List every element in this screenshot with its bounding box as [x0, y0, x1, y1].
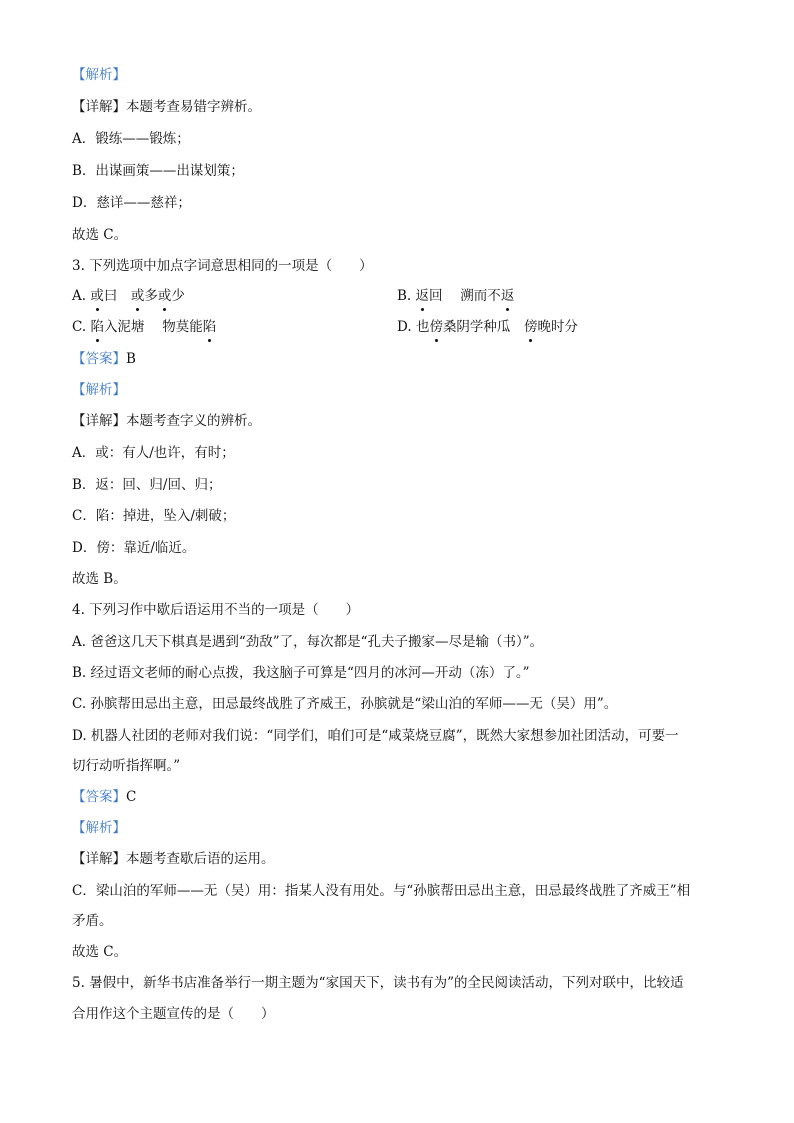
dotted-char: 或 — [157, 288, 172, 304]
dotted-char: 陷 — [202, 319, 217, 335]
question-5: 5. 暑假中，新华书店准备举行一期主题为“家国天下，读书有为”的全民阅读活动，下列对联中，比较适 — [72, 975, 684, 991]
option-3b — [397, 286, 514, 306]
option-4a: A. 爸爸这几天下棋真是遇到“劲敌”了，每次都是“孔夫子搬家—尽是输（书）”。 — [72, 634, 544, 650]
option-4d-cont: 切行动听指挥啊。” — [72, 758, 181, 774]
answer-4 — [72, 787, 136, 807]
option-text: 桑阴学种瓜 — [442, 319, 511, 335]
option-4d: D. 机器人社团的老师对我们说：“同学们，咱们可是“咸菜烧豆腐”，既然大家想参加社团活动，可要一 — [72, 728, 679, 744]
option-gap — [510, 319, 524, 335]
line-q2-b: B．出谋画策——出谋划策； — [72, 163, 244, 179]
option-text: 曰 — [103, 288, 118, 304]
line-q3-answer: 故选 B。 — [72, 571, 127, 587]
question-3: 3. 下列选项中加点字词意思相同的一项是（ ） — [72, 258, 373, 274]
line-q4-c: C．梁山泊的军师——无（吴）用：指某人没有用处。与“孙膑帮田忌出主意，田忌最终战胜了齐威王”相 — [72, 883, 691, 899]
line-q2-answer: 故选 C。 — [72, 227, 128, 243]
question-5-cont: 合用作这个主题宣传的是（ ） — [72, 1006, 275, 1022]
line-q4-answer: 故选 C。 — [72, 944, 128, 960]
option-label: B. — [397, 288, 416, 304]
dotted-char: 或 — [90, 288, 104, 304]
option-label: C. — [72, 319, 91, 335]
question-4: 4. 下列习作中歇后语运用不当的一项是（ ） — [72, 602, 360, 618]
option-label: D. — [397, 319, 416, 335]
option-text: 晚时分 — [537, 319, 578, 335]
line-q2-a: A．锻练——锻炼； — [72, 131, 190, 147]
answer-value: C — [126, 789, 137, 805]
option-gap — [117, 288, 131, 304]
dotted-char: 或 — [130, 288, 145, 304]
option-gap: 溯而不 — [442, 288, 501, 304]
dotted-char: 陷 — [90, 319, 104, 335]
line-q4-c-cont: 矛盾。 — [72, 913, 113, 929]
option-label: A. — [72, 288, 91, 304]
line-xiangjie-1: 【详解】本题考查易错字辨析。 — [72, 99, 261, 115]
option-text: 多 — [144, 288, 158, 304]
dotted-char: 傍 — [523, 319, 538, 335]
option-4c: C. 孙膑帮田忌出主意，田忌最终战胜了齐威王，孙膑就是“梁山泊的军师——无（吴）用”。 — [72, 696, 618, 712]
option-3a — [72, 286, 185, 306]
option-3c — [72, 317, 216, 337]
line-q3-a: A．或：有人/也许，有时； — [72, 445, 235, 461]
option-4b: B. 经过语文老师的耐心点拨，我这脑子可算是“四月的冰河—开动（冻）了。” — [72, 665, 530, 681]
option-gap: 物莫能 — [144, 319, 203, 335]
option-text: 入泥塘 — [103, 319, 145, 335]
option-3d — [397, 317, 578, 337]
line-xiangjie-2: 【详解】本题考查字义的辨析。 — [72, 413, 261, 429]
answer-tag: 【答案】 — [72, 789, 126, 805]
option-text: 回 — [429, 288, 443, 304]
line-q3-c: C．陷：掉进，坠入/刺破； — [72, 508, 236, 524]
dotted-char: 返 — [415, 288, 430, 304]
line-jiexi-1: 【解析】 — [72, 67, 126, 83]
option-text: 少 — [171, 288, 185, 304]
option-text: 也 — [415, 319, 430, 335]
line-q3-d: D．傍：靠近/临近。 — [72, 540, 196, 556]
line-q3-b: B．返：回、归/回、归； — [72, 477, 222, 493]
answer-3 — [72, 349, 136, 369]
line-jiexi-2: 【解析】 — [72, 382, 126, 398]
dotted-char: 傍 — [429, 319, 443, 335]
line-q2-d: D．慈详——慈祥； — [72, 195, 191, 211]
answer-tag: 【答案】 — [72, 351, 126, 367]
dotted-char: 返 — [500, 288, 515, 304]
answer-value: B — [126, 351, 136, 367]
line-xiangjie-3: 【详解】本题考查歇后语的运用。 — [72, 851, 275, 867]
line-jiexi-3: 【解析】 — [72, 820, 126, 836]
